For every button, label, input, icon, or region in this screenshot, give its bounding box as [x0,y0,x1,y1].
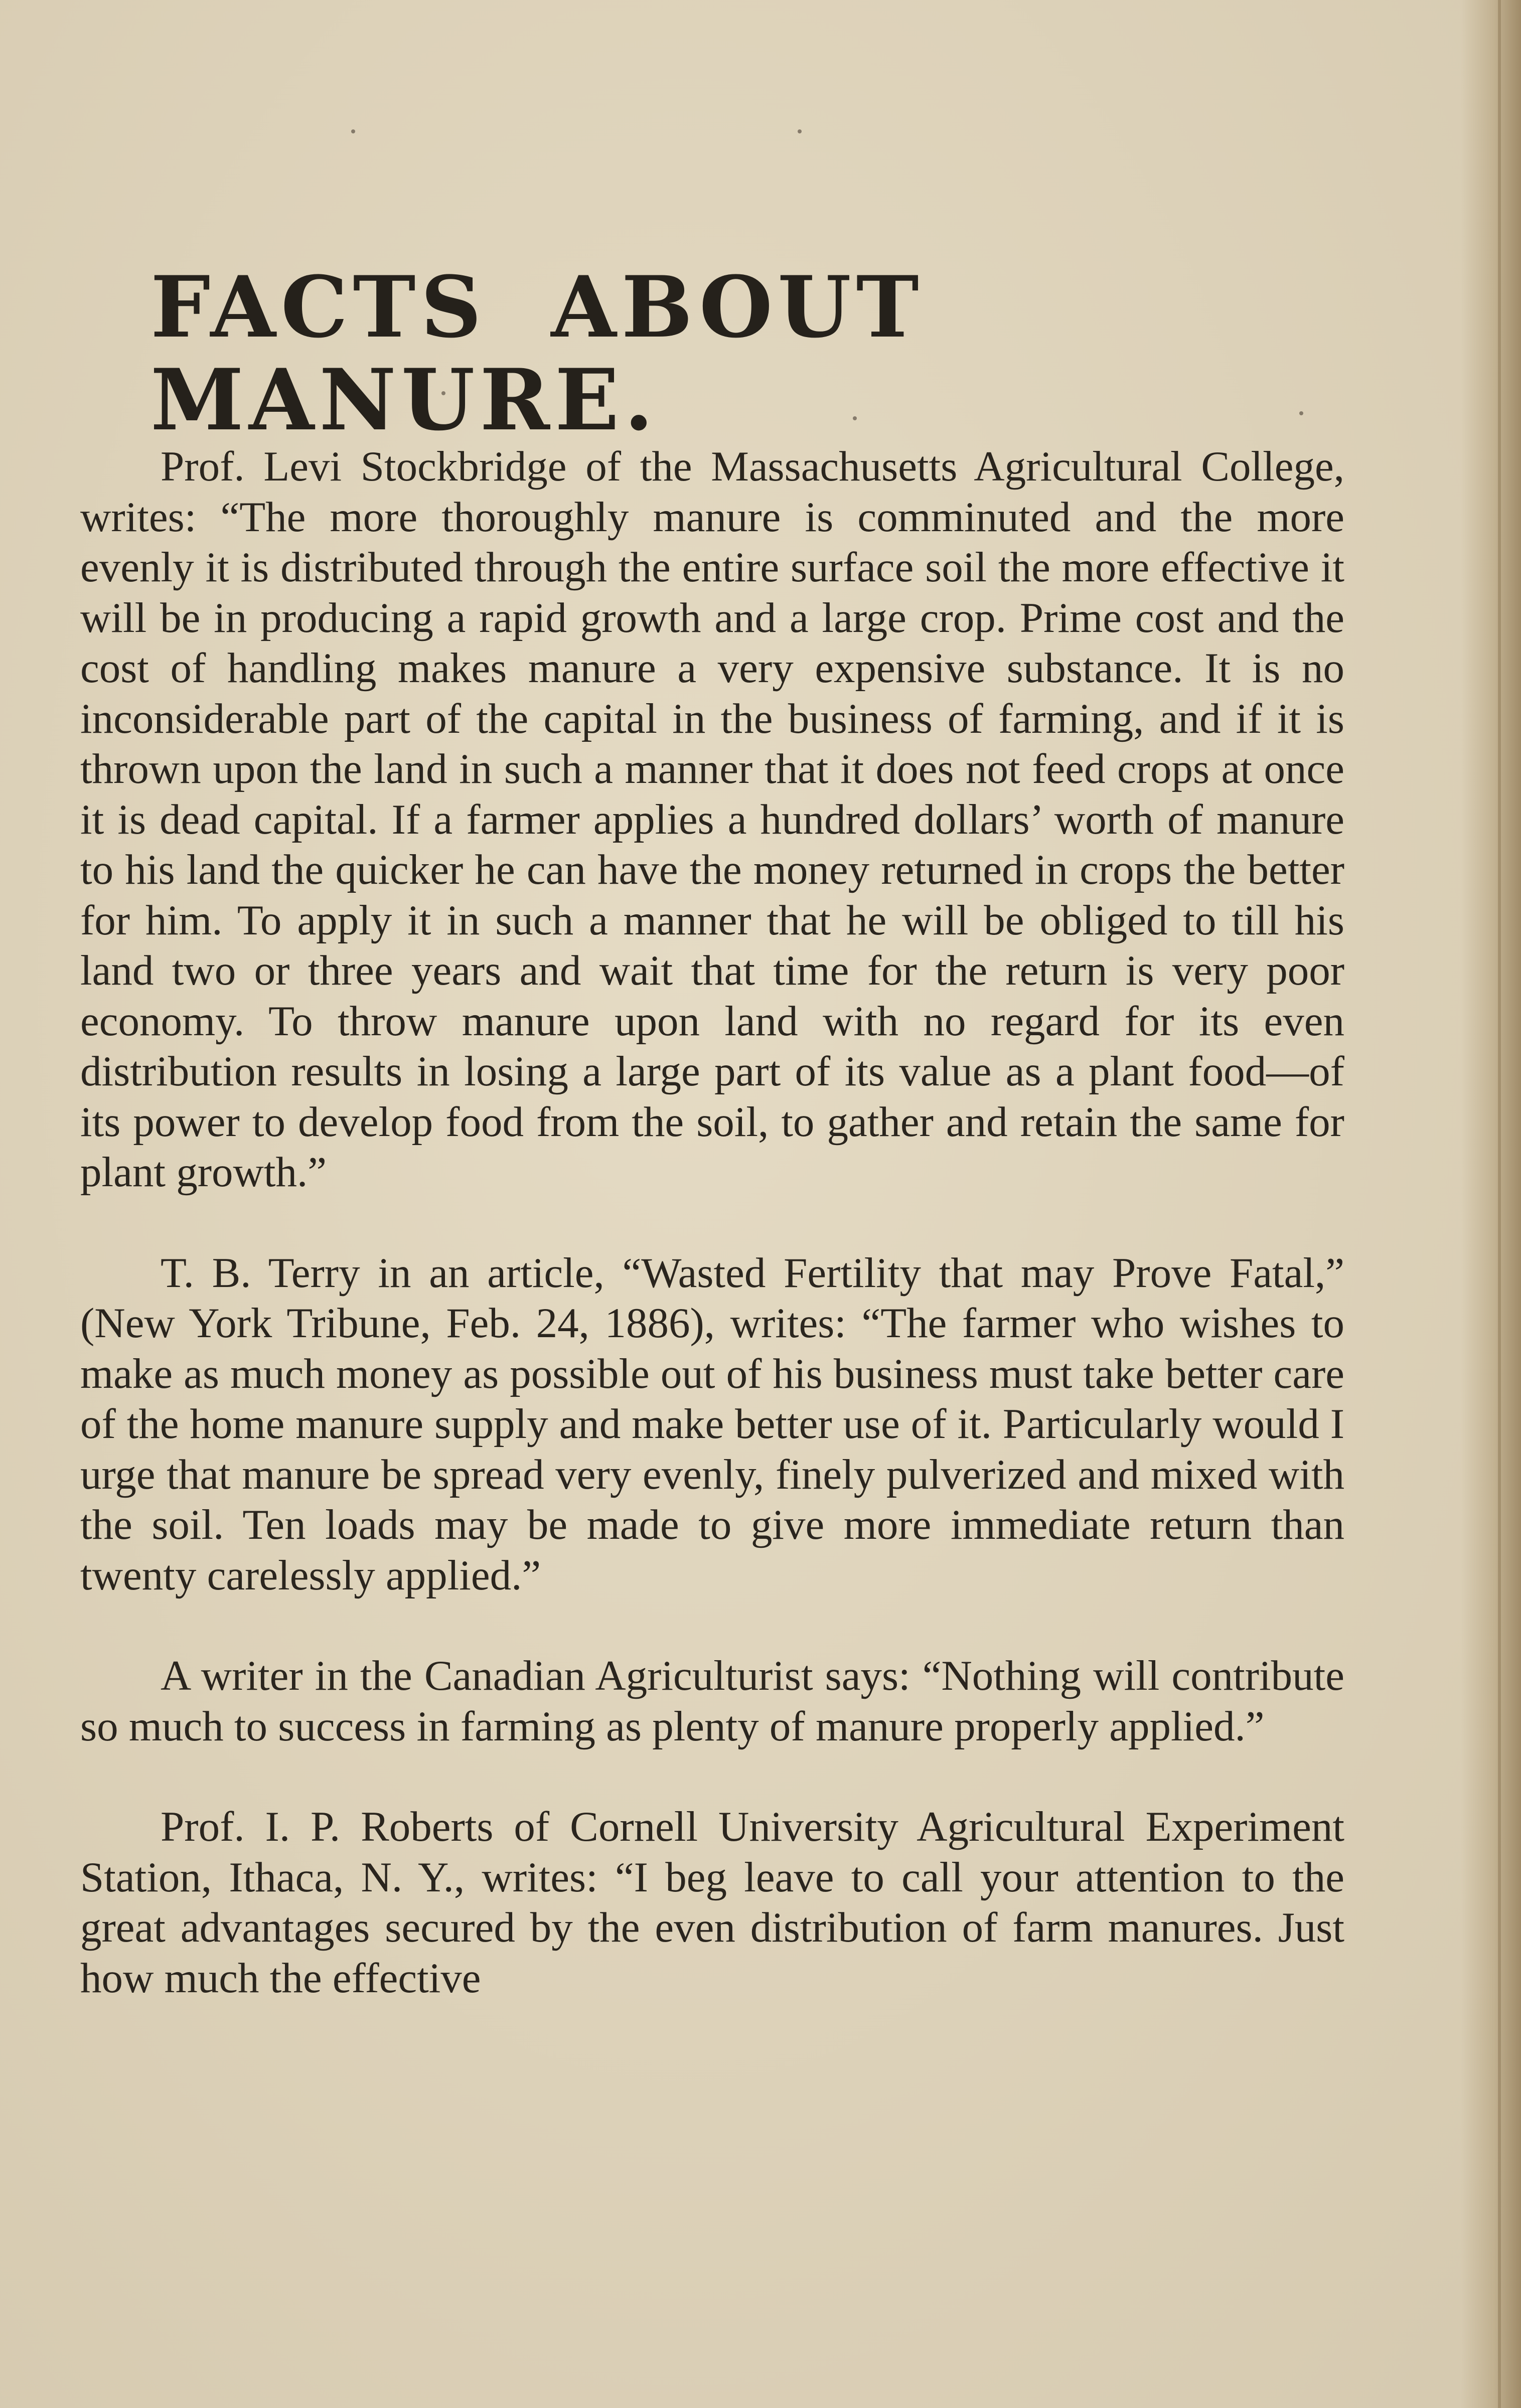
paragraph-terry: T. B. Terry in an article, “Wasted Fertility that may Prove Fatal,” (New York Tribune, Feb. 24, 1886), writes: “The farmer who wishes to make as much money as possible out of his business must take better care of the home manure supply and make better use of it. Particularly would I urge that manure be spread very evenly, finely pulverized and mixed with the soil. Ten loads may be made to give more immediate return than twenty carelessly applied.” [80,1249,1344,1599]
page-edge-shadow [1461,0,1521,2408]
page-title: FACTS ABOUT MANURE. [150,257,924,449]
article-body [80,441,1344,2053]
paragraph-roberts: Prof. I. P. Roberts of Cornell University Agricultural Experiment Station, Ithaca, N. Y., writes: “I beg leave to call your attention to the great advantages secured by the even distribution of farm manures. Just how much the effective [80,1803,1344,2002]
paper-speck [351,129,355,133]
page-edge-line [1498,0,1501,2408]
paragraph-canadian-agriculturist: A writer in the Canadian Agriculturist says: “Nothing will contribute so much to success in farming as plenty of manure properly applied.” [80,1652,1344,1750]
paper-speck [798,129,802,133]
paragraph-stockbridge: Prof. Levi Stockbridge of the Massachusetts Agricultural College, writes: “The more thoroughly manure is comminuted and the more evenly it is distributed through the entire surface soil the more effective it will be in producing a rapid growth and a large crop. Prime cost and the cost of handling makes manure a very expensive substance. It is no inconsiderable part of the capital in the business of farming, and if it is thrown upon the land in such a manner that it does not feed crops at once it is dead capital. If a farmer applies a hundred dollars’ worth of manure to his land the quicker he can have the money returned in crops the better for him. To apply it in such a manner that he will be obliged to till his land two or three years and wait that time for the return is very poor economy. To throw manure upon land with no regard for its even distribution results in losing a large part of its value as a plant food—of its power to develop food from the soil, to gather and retain the same for plant growth.” [80,443,1344,1196]
